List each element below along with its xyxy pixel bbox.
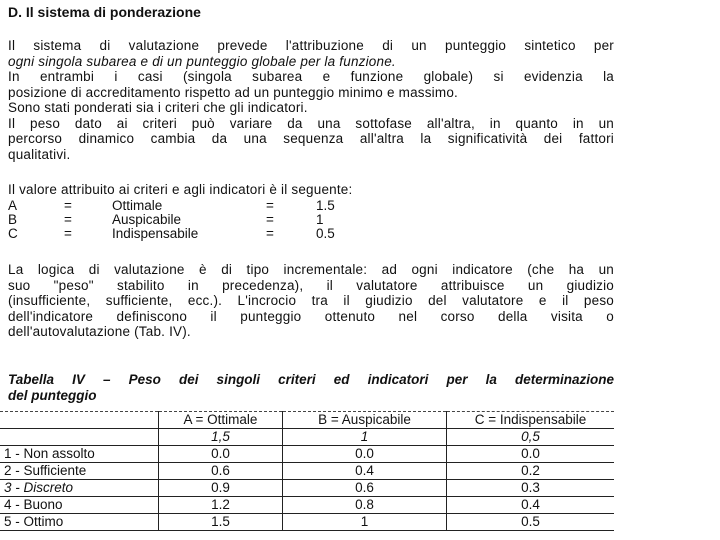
cell-b: 0.4 (283, 463, 447, 480)
paragraph-line: Il peso dato ai criteri può variare da una sottofase all'altra, in quanto in un (8, 115, 614, 131)
cell-a: 1.5 (159, 514, 283, 531)
table-subheader-row (0, 429, 614, 446)
paragraph-line: suo "peso" stabilito in precedenza), il valutatore attribuisce un giudizio (8, 277, 614, 293)
value-label: Indispensabile (112, 226, 199, 241)
subheader-cell-a: 1,5 (159, 429, 283, 446)
table-row (0, 480, 614, 497)
paragraph-line: percorso dinamico cambia da una sequenza all'altra la significatività dei fattori (8, 131, 614, 146)
cell-b: 0.6 (283, 480, 447, 497)
paragraph-line: Il sistema di valutazione prevede l'attribuzione di un punteggio sintetico per (8, 38, 614, 53)
cell-a: 1.2 (159, 497, 283, 514)
value-number: 0.5 (316, 226, 335, 241)
value-equals: = (64, 198, 72, 213)
table-caption (8, 372, 614, 404)
table-row (0, 463, 614, 480)
row-label: 3 - Discreto (0, 480, 159, 497)
paragraph-line: dell'autovalutazione (Tab. IV). (8, 324, 191, 339)
table-row (0, 446, 614, 463)
table-header-row (0, 412, 614, 429)
subheader-cell-c: 0,5 (447, 429, 615, 446)
paragraph-line: La logica di valutazione è di tipo incrementale: ad ogni indicatore (che ha un (8, 262, 614, 277)
row-label: 2 - Sufficiente (0, 463, 159, 480)
cell-c: 0.3 (447, 480, 615, 497)
table-row (0, 514, 614, 531)
row-label: 1 - Non assolto (0, 446, 159, 463)
value-number: 1 (316, 212, 324, 227)
cell-a: 0.6 (159, 463, 283, 480)
value-row (8, 227, 335, 241)
cell-b: 0.0 (283, 446, 447, 463)
cell-c: 0.2 (447, 463, 615, 480)
paragraph-weighting-system (8, 38, 614, 162)
row-label: 5 - Ottimo (0, 514, 159, 531)
caption-line: del punteggio (8, 388, 97, 403)
cell-a: 0.9 (159, 480, 283, 497)
value-letter: B (8, 212, 18, 227)
value-label: Auspicabile (112, 212, 182, 227)
value-equals: = (266, 226, 274, 241)
header-cell-a: A = Ottimale (159, 412, 283, 429)
value-equals: = (64, 212, 72, 227)
header-cell-c: C = Indispensabile (447, 412, 615, 429)
value-equals: = (266, 198, 274, 213)
value-label: Ottimale (112, 198, 163, 213)
caption-line: Tabella IV – Peso dei singoli criteri ed indicatori per la determinazione (8, 372, 614, 387)
cell-b: 1 (283, 514, 447, 531)
table-row (0, 497, 614, 514)
value-row (8, 213, 335, 227)
paragraph-line: ogni singola subarea e di un punteggio globale per la funzione. (8, 53, 396, 69)
value-equals: = (266, 212, 274, 227)
cell-c: 0.4 (447, 497, 615, 514)
header-cell-b: B = Auspicabile (283, 412, 447, 429)
paragraph-evaluation-logic (8, 262, 614, 340)
values-list (8, 199, 335, 241)
row-label: 4 - Buono (0, 497, 159, 514)
value-equals: = (64, 226, 72, 241)
value-row (8, 199, 335, 213)
paragraph-line: In entrambi i casi (singola subarea e funzione globale) si evidenzia la (8, 69, 614, 84)
paragraph-line: (insufficiente, sufficiente, ecc.). L'incrocio tra il giudizio del valutatore e il peso (8, 293, 614, 308)
paragraph-line: Sono stati ponderati sia i criteri che gli indicatori. (8, 100, 308, 115)
header-cell-empty (0, 412, 159, 429)
section-heading: D. Il sistema di ponderazione (8, 4, 201, 20)
paragraph-line: posizione di accreditamento rispetto ad un punteggio minimo e massimo. (8, 84, 458, 100)
paragraph-line: qualitativi. (8, 146, 71, 162)
value-letter: A (8, 198, 18, 213)
values-intro: Il valore attribuito ai criteri e agli indicatori è il seguente: (8, 182, 353, 197)
subheader-cell-b: 1 (283, 429, 447, 446)
cell-a: 0.0 (159, 446, 283, 463)
cell-c: 0.5 (447, 514, 615, 531)
weights-table (0, 411, 614, 531)
value-letter: C (8, 226, 18, 241)
cell-c: 0.0 (447, 446, 615, 463)
subheader-cell-empty (0, 429, 159, 446)
paragraph-line: dell'indicatore definiscono il punteggio ottenuto nel corso della visita o (8, 308, 614, 324)
cell-b: 0.8 (283, 497, 447, 514)
value-number: 1.5 (316, 198, 335, 213)
